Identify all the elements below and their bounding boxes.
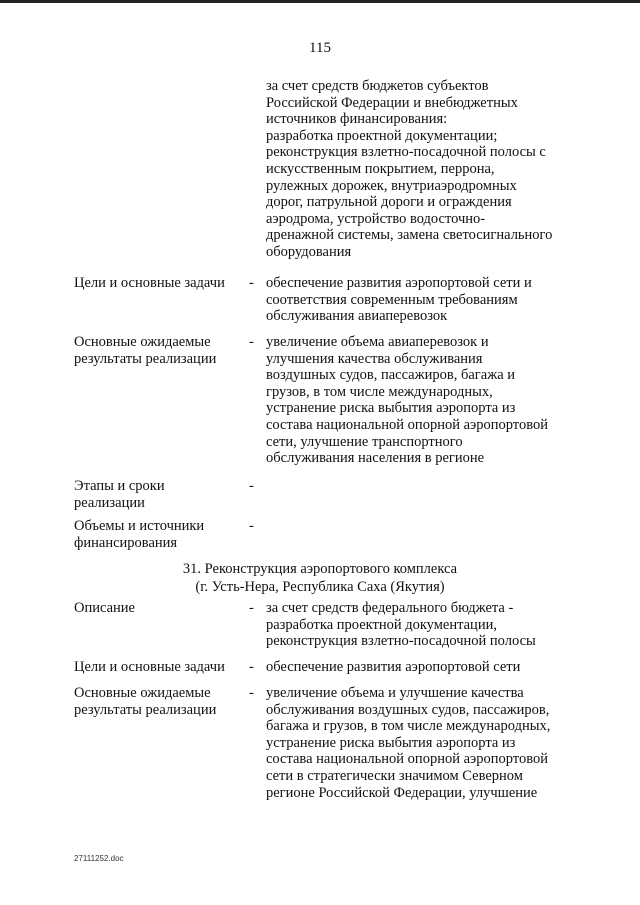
dash: - — [249, 600, 254, 616]
text-line: Российской Федерации и внебюджетных — [266, 94, 518, 111]
intro-text — [266, 78, 576, 261]
label-line: результаты реализации — [74, 350, 217, 367]
dash: - — [249, 478, 254, 494]
goals-label: Цели и основные задачи — [74, 659, 225, 675]
text-line: сети в стратегически значимом Северном — [266, 767, 523, 784]
text-line: разработка проектной документации, — [266, 616, 497, 633]
goals-label: Цели и основные задачи — [74, 275, 225, 291]
stages-label — [74, 478, 249, 511]
results-text — [266, 685, 576, 801]
dash: - — [249, 518, 254, 534]
label-line: Основные ожидаемые — [74, 685, 211, 701]
text-line: за счет средств бюджетов субъектов — [266, 78, 489, 94]
text-line: грузов, в том числе международных, — [266, 383, 493, 400]
description-label: Описание — [74, 600, 135, 616]
heading-line: (г. Усть-Нера, Республика Саха (Якутия) — [195, 579, 445, 595]
funding-label — [74, 518, 249, 551]
text-line: за счет средств федерального бюджета - — [266, 600, 514, 616]
dash: - — [249, 685, 254, 701]
text-line: обеспечение развития аэропортовой сети — [266, 659, 521, 675]
text-line: разработка проектной документации; — [266, 127, 498, 144]
label-line: реализации — [74, 494, 145, 511]
section-heading — [0, 560, 640, 596]
text-line: искусственным покрытием, перрона, — [266, 160, 495, 177]
text-line: увеличение объема и улучшение качества — [266, 685, 524, 701]
heading-line: 31. Реконструкция аэропортового комплекса — [182, 561, 458, 577]
goals-text — [266, 275, 576, 325]
text-line: улучшения качества обслуживания — [266, 350, 483, 367]
results-label — [74, 685, 249, 718]
text-line: состава национальной опорной аэропортовой — [266, 416, 548, 433]
text-line: регионе Российской Федерации, улучшение — [266, 784, 538, 801]
text-line: аэродрома, устройство водосточно- — [266, 210, 486, 227]
results-text — [266, 334, 576, 467]
text-line: устранение риска выбытия аэропорта из — [266, 400, 516, 417]
text-line: обслуживания авиаперевозок — [266, 308, 448, 325]
top-border — [0, 0, 640, 3]
text-line: воздушных судов, пассажиров, багажа и — [266, 367, 516, 384]
dash: - — [249, 334, 254, 350]
goals-text — [266, 659, 576, 676]
text-line: дренажной системы, замена светосигнального — [266, 227, 553, 244]
text-line: рулежных дорожек, внутриаэродромных — [266, 177, 517, 194]
text-line: источников финансирования: — [266, 111, 448, 128]
text-line: состава национальной опорной аэропортовой — [266, 751, 548, 768]
text-line: сети, улучшение транспортного — [266, 433, 463, 450]
page-number: 115 — [309, 40, 331, 56]
text-line: увеличение объема авиаперевозок и — [266, 334, 489, 350]
document-filename: 27111252.doc — [74, 854, 124, 863]
text-line: устранение риска выбытия аэропорта из — [266, 734, 516, 751]
description-text — [266, 600, 576, 650]
text-line: реконструкция взлетно-посадочной полосы с — [266, 144, 546, 161]
text-line: реконструкция взлетно-посадочной полосы — [266, 633, 536, 650]
label-line: Этапы и сроки — [74, 478, 165, 494]
text-line: соответствия современным требованиям — [266, 291, 518, 308]
text-line: дорог, патрульной дороги и ограждения — [266, 194, 512, 211]
dash: - — [249, 275, 254, 291]
text-line: обслуживания воздушных судов, пассажиров, — [266, 701, 550, 718]
text-line: оборудования — [266, 243, 352, 260]
label-line: Основные ожидаемые — [74, 334, 211, 350]
label-line: результаты реализации — [74, 701, 217, 718]
text-line: обслуживания населения в регионе — [266, 450, 485, 467]
text-line: багажа и грузов, в том числе международных, — [266, 718, 551, 735]
label-line: Объемы и источники — [74, 518, 205, 534]
dash: - — [249, 659, 254, 675]
text-line: обеспечение развития аэропортовой сети и — [266, 275, 532, 291]
results-label — [74, 334, 249, 367]
label-line: финансирования — [74, 534, 178, 551]
